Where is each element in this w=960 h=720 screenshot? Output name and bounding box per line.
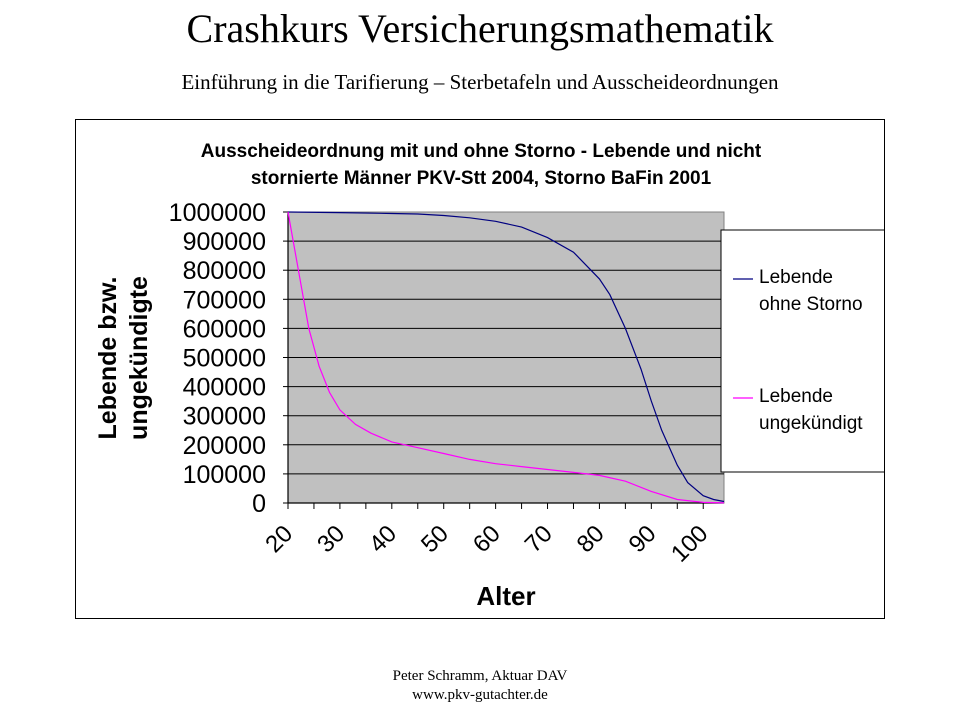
y-tick-label: 700000 [182, 286, 266, 315]
legend-label: Lebende [759, 386, 833, 407]
y-tick-label: 0 [252, 490, 266, 518]
legend-label: ungekündigt [759, 413, 863, 434]
line-chart [76, 120, 884, 618]
y-tick-label: 1000000 [168, 199, 266, 227]
x-tick-label: 40 [364, 520, 403, 559]
y-tick-label: 100000 [182, 460, 266, 489]
x-tick-label: 100 [666, 520, 714, 568]
footer-author: Peter Schramm, Aktuar DAV [392, 668, 568, 684]
x-axis-title: Alter [476, 581, 536, 611]
footer-url: www.pkv-gutachter.de [412, 687, 548, 703]
x-tick-label: 50 [415, 520, 454, 559]
x-tick-label: 60 [467, 520, 506, 559]
legend-label: Lebende [759, 267, 833, 288]
x-tick-label: 80 [571, 520, 610, 559]
y-axis-title-line: ungekündigte [125, 276, 153, 440]
x-tick-label: 30 [312, 520, 351, 559]
y-tick-label: 500000 [182, 344, 266, 373]
y-tick-label: 300000 [182, 402, 266, 431]
y-axis-title-line: Lebende bzw. [94, 276, 122, 440]
y-tick-label: 400000 [182, 373, 266, 402]
y-tick-label: 200000 [182, 431, 266, 460]
legend-label: ohne Storno [759, 294, 863, 315]
y-tick-label: 600000 [182, 315, 266, 344]
chart-title-line: Ausscheideordnung mit und ohne Storno - Lebende und nicht [200, 141, 762, 162]
y-tick-label: 900000 [182, 228, 266, 257]
y-tick-label: 800000 [182, 257, 266, 286]
x-tick-label: 20 [260, 520, 299, 559]
x-tick-label: 70 [519, 520, 558, 559]
chart-frame [75, 119, 885, 619]
x-tick-label: 90 [623, 520, 662, 559]
chart-title-line: stornierte Männer PKV-Stt 2004, Storno BaFin 2001 [250, 168, 712, 189]
slide-title: Crashkurs Versicherungsmathematik [186, 6, 774, 51]
slide-subtitle: Einführung in die Tarifierung – Sterbetafeln und Ausscheideordnungen [181, 70, 779, 94]
